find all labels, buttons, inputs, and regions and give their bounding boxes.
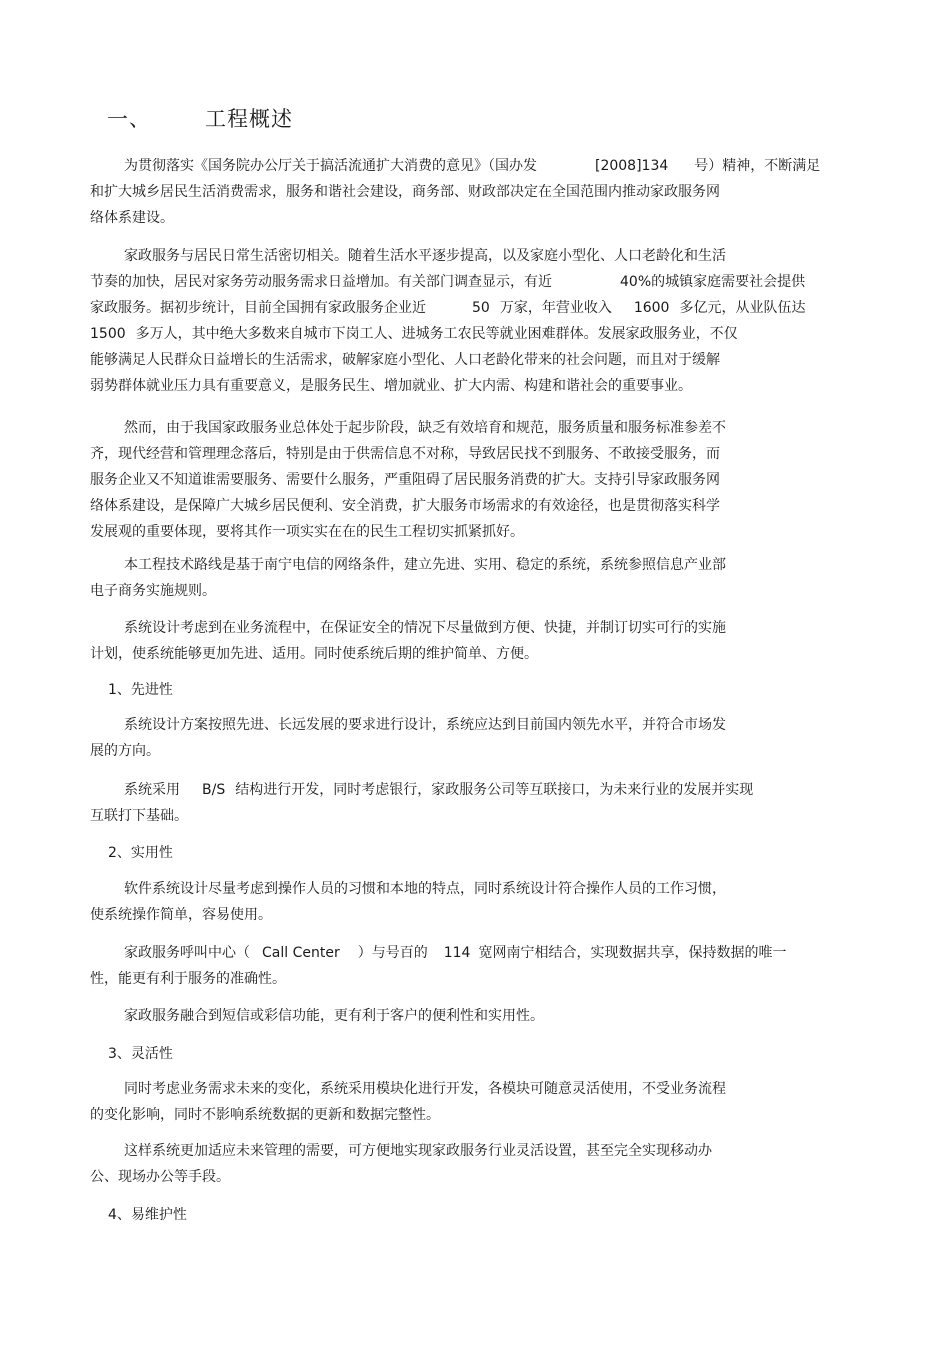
text-line: 使系统操作简单，容易使用。	[90, 907, 272, 923]
text-line: 计划，使系统能够更加先进、适用。同时使系统后期的维护简单、方便。	[90, 646, 538, 662]
text-line: 电子商务实施规则。	[90, 583, 216, 599]
text-line: 系统采用 B/S 结构进行开发，同时考虑银行，家政服务公司等互联接口，为未来行业的发展并实现	[124, 782, 754, 798]
paragraph-technical-route	[90, 552, 860, 604]
subheading-maintainable: 4、易维护性	[108, 1207, 187, 1223]
text-line: 的变化影响，同时不影响系统数据的更新和数据完整性。	[90, 1107, 440, 1123]
text-line: 络体系建设，是保障广大城乡居民便利、安全消费，扩大服务市场需求的有效途径，也是贯彻落实科学	[90, 498, 720, 514]
text-line: 服务企业又不知道谁需要服务、需要什么服务，严重阻碍了居民服务消费的扩大。支持引导家政服务网	[90, 472, 720, 488]
text-line: 展的方向。	[90, 743, 160, 759]
section-number: 一、	[107, 107, 151, 131]
paragraph-advanced-2	[90, 777, 860, 829]
paragraph-policy	[90, 153, 860, 231]
text-line: 节奏的加快，居民对家务劳动服务需求日益增加。有关部门调查显示，有近 40%的城镇家庭需要社会提供	[90, 274, 806, 290]
paragraph-problems	[90, 415, 860, 545]
text-line: 性，能更有利于服务的准确性。	[90, 971, 286, 987]
paragraph-flexible-2	[90, 1138, 860, 1190]
text-line: 公、现场办公等手段。	[90, 1169, 230, 1185]
text-line: 能够满足人民群众日益增长的生活需求，破解家庭小型化、人口老龄化带来的社会问题，而且对于缓解	[90, 352, 720, 368]
text-line: 齐，现代经营和管理理念落后，特别是由于供需信息不对称，导致居民找不到服务、不敢接受服务，而	[90, 446, 720, 462]
paragraph-practical-1	[90, 876, 860, 928]
subheading-advanced: 1、先进性	[108, 682, 173, 698]
paragraph-system-design	[90, 615, 860, 667]
paragraph-advanced-1	[90, 712, 860, 764]
text-line: 家政服务与居民日常生活密切相关。随着生活水平逐步提高，以及家庭小型化、人口老龄化和生活	[124, 248, 726, 264]
text-line: 然而，由于我国家政服务业总体处于起步阶段，缺乏有效培育和规范，服务质量和服务标准参差不	[124, 420, 726, 436]
text-line: 和扩大城乡居民生活消费需求，服务和谐社会建设，商务部、财政部决定在全国范围内推动家政服务网	[90, 184, 720, 200]
text-line: 为贯彻落实《国务院办公厅关于搞活流通扩大消费的意见》（国办发 [2008]134 号）精神，不断满足	[124, 158, 821, 174]
text-line: 家政服务呼叫中心（ Call Center ）与号百的 114 宽网南宁相结合，实现数据共享，保持数据的唯一	[124, 945, 787, 961]
paragraph-background	[90, 243, 860, 399]
text-line: 互联打下基础。	[90, 808, 188, 824]
text-line: 发展观的重要体现，要将其作一项实实在在的民生工程切实抓紧抓好。	[90, 524, 524, 540]
text-line: 这样系统更加适应未来管理的需要，可方便地实现家政服务行业灵活设置，甚至完全实现移动办	[124, 1143, 712, 1159]
paragraph-flexible-1	[90, 1076, 860, 1128]
subheading-practical: 2、实用性	[108, 845, 173, 861]
paragraph-practical-3	[90, 1003, 860, 1029]
text-line: 1500 多万人，其中绝大多数来自城市下岗工人、进城务工农民等就业困难群体。发展家政服务业，不仅	[90, 326, 738, 342]
paragraph-practical-2	[90, 940, 860, 992]
text-line: 同时考虑业务需求未来的变化，系统采用模块化进行开发，各模块可随意灵活使用，不受业务流程	[124, 1081, 726, 1097]
text-line: 弱势群体就业压力具有重要意义，是服务民生、增加就业、扩大内需、构建和谐社会的重要事业。	[90, 378, 692, 394]
text-line: 家政服务融合到短信或彩信功能，更有利于客户的便利性和实用性。	[124, 1008, 544, 1024]
text-line: 系统设计考虑到在业务流程中，在保证安全的情况下尽量做到方便、快捷，并制订切实可行的实施	[124, 620, 726, 636]
section-title: 工程概述	[205, 107, 293, 131]
text-line: 系统设计方案按照先进、长远发展的要求进行设计，系统应达到目前国内领先水平，并符合市场发	[124, 717, 726, 733]
text-line: 络体系建设。	[90, 210, 174, 226]
subheading-flexible: 3、灵活性	[108, 1046, 173, 1062]
text-line: 软件系统设计尽量考虑到操作人员的习惯和本地的特点，同时系统设计符合操作人员的工作习惯，	[124, 881, 726, 897]
text-line: 本工程技术路线是基于南宁电信的网络条件，建立先进、实用、稳定的系统，系统参照信息产业部	[124, 557, 726, 573]
text-line: 家政服务。据初步统计，目前全国拥有家政服务企业近 50 万家，年营业收入 1600 多亿元，从业队伍达	[90, 300, 806, 316]
